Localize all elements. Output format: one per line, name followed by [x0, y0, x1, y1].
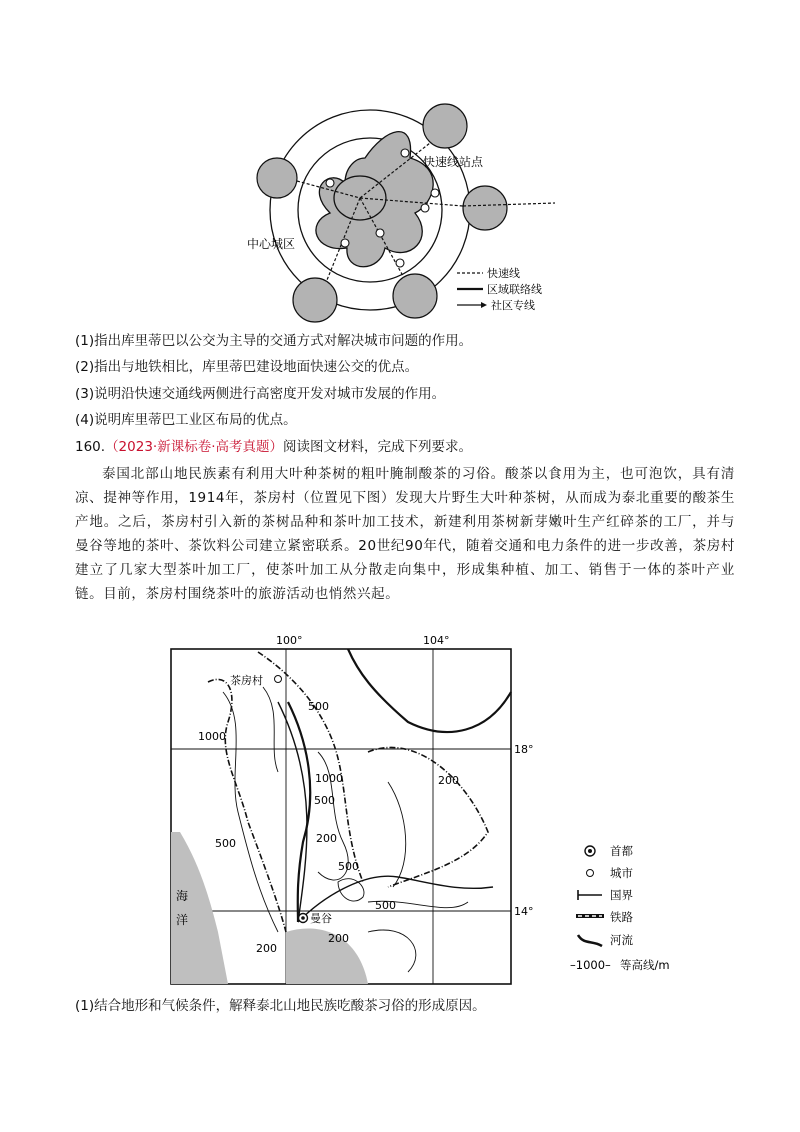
sea-label: 海: [176, 889, 189, 903]
station-label: 快速线站点: [423, 155, 484, 169]
central-city-area: [316, 132, 433, 267]
curitiba-transit-diagram: [235, 88, 575, 328]
legend-capital: [585, 844, 633, 858]
svg-text:河流: 河流: [610, 933, 633, 947]
lat-label-14: 14°: [514, 905, 534, 918]
sea-label: 洋: [176, 913, 189, 927]
legend-city: [587, 866, 634, 880]
contour-label: 1000: [315, 772, 343, 785]
center-label: 中心城区: [247, 237, 296, 251]
svg-text:铁路: 铁路: [610, 910, 633, 924]
capital-label: 曼谷: [310, 912, 332, 925]
lon-label-100: 100°: [276, 634, 303, 647]
question-160-header: [75, 437, 472, 457]
svg-text:–1000–: –1000–: [570, 958, 611, 972]
legend-border: [578, 888, 633, 902]
question-159-3: (3)说明沿快速交通线两侧进行高密度开发对城市发展的作用。: [75, 386, 446, 402]
contour-label: 500: [308, 700, 329, 713]
map-legend: [570, 840, 710, 980]
svg-text:首都: 首都: [610, 844, 633, 858]
village-label: 茶房村: [230, 674, 263, 687]
legend-community: 社区专线: [491, 299, 535, 312]
contour-label: 500: [375, 899, 396, 912]
legend-river: [578, 933, 633, 947]
question-number: 160.: [75, 439, 106, 455]
legend-regional: 区域联络线: [487, 283, 542, 296]
thailand-map: [168, 632, 558, 987]
question-159-4: (4)说明库里蒂巴工业区布局的优点。: [75, 412, 297, 428]
contour-label: 200: [328, 932, 349, 945]
contour-label: 500: [338, 860, 359, 873]
legend-express: 快速线: [487, 267, 520, 280]
svg-text:国界: 国界: [610, 888, 633, 902]
legend-railway: [576, 910, 633, 924]
passage: 泰国北部山地民族素有利用大叶种茶树的粗叶腌制酸茶的习俗。酸茶以食用为主，也可泡饮，具有清凉、提神等作用，1914年，茶房村（位置见下图）发现大片野生大叶种茶树，从而成为泰北重要的酸茶生产地。之后，茶房村引入新的茶树品种和茶叶加工技术，新建利用茶树新芽嫩叶生产红碎茶的工厂，并与曼谷等地的茶叶、茶饮料公司建立紧密联系。20世纪90年代，随着交通和电力条件的进一步改善，茶房村建立了几家大型茶叶加工厂，使茶叶加工从分散走向集中，形成集种植、加工、销售于一体的茶叶产业链。目前，茶房村围绕茶叶的旅游活动也悄然兴起。: [75, 466, 735, 602]
contour-label: 1000: [198, 730, 226, 743]
contour-label: 200: [316, 832, 337, 845]
contour-label: 200: [256, 942, 277, 955]
question-source: （2023·新课标卷·高考真题）: [105, 439, 284, 455]
figure1-legend: [457, 266, 542, 312]
lat-label-18: 18°: [514, 743, 534, 756]
question-159-2: (2)指出与地铁相比，库里蒂巴建设地面快速公交的优点。: [75, 359, 419, 375]
question-159-1: (1)指出库里蒂巴以公交为主导的交通方式对解决城市问题的作用。: [75, 333, 473, 349]
legend-contour: [570, 958, 670, 972]
question-160-1: (1)结合地形和气候条件，解释泰北山地民族吃酸茶习俗的形成原因。: [75, 998, 486, 1014]
capital-marker-dot: [301, 916, 305, 920]
contour-label: 500: [215, 837, 236, 850]
svg-text:等高线/m: 等高线/m: [620, 958, 670, 972]
lon-label-104: 104°: [423, 634, 450, 647]
contour-label: 200: [438, 774, 459, 787]
contour-label: 500: [314, 794, 335, 807]
svg-text:城市: 城市: [610, 866, 633, 880]
question-instruction: 阅读图文材料，完成下列要求。: [283, 439, 473, 455]
village-city-marker: [275, 676, 282, 683]
